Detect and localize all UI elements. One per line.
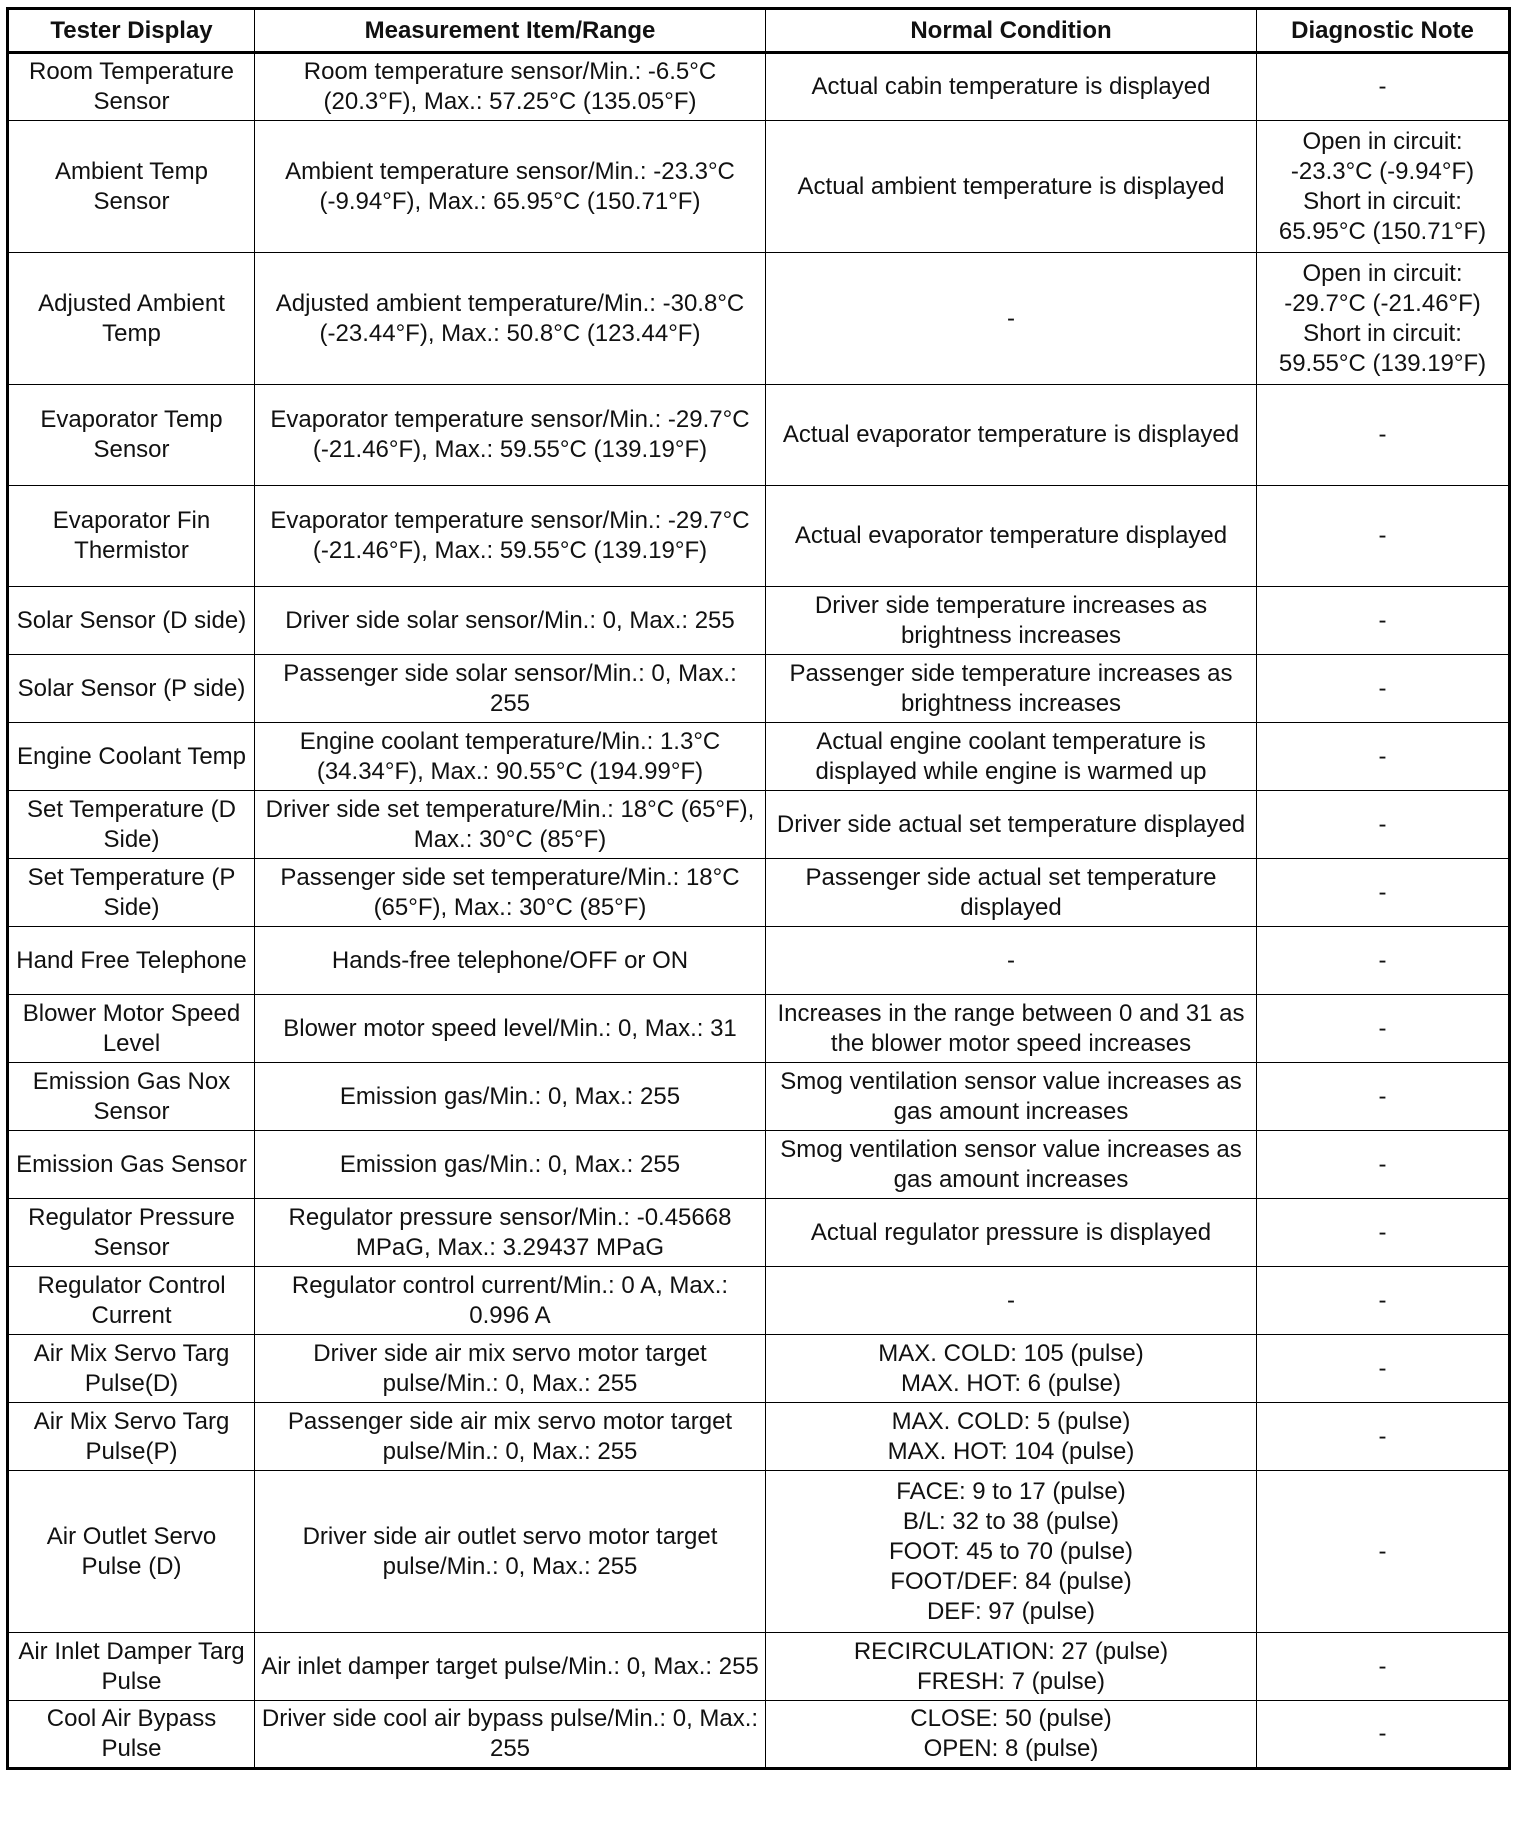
cell-diagnostic-note: - <box>1257 1471 1510 1633</box>
header-normal-condition: Normal Condition <box>766 9 1257 53</box>
cell-measurement-range: Driver side air mix servo motor target pulse/Min.: 0, Max.: 255 <box>255 1335 766 1403</box>
cell-diagnostic-note: Open in circuit: -29.7°C (-21.46°F) Short in circuit: 59.55°C (139.19°F) <box>1257 253 1510 385</box>
cell-measurement-range: Driver side cool air bypass pulse/Min.: 0, Max.: 255 <box>255 1701 766 1769</box>
cell-tester-display: Adjusted Ambient Temp <box>8 253 255 385</box>
cell-normal-condition: MAX. COLD: 105 (pulse) MAX. HOT: 6 (pulse) <box>766 1335 1257 1403</box>
cell-diagnostic-note: - <box>1257 927 1510 995</box>
cell-measurement-range: Regulator control current/Min.: 0 A, Max.: 0.996 A <box>255 1267 766 1335</box>
table-row <box>8 385 1510 486</box>
cell-measurement-range: Driver side solar sensor/Min.: 0, Max.: 255 <box>255 587 766 655</box>
cell-tester-display: Blower Motor Speed Level <box>8 995 255 1063</box>
cell-measurement-range: Regulator pressure sensor/Min.: -0.45668 MPaG, Max.: 3.29437 MPaG <box>255 1199 766 1267</box>
cell-normal-condition: FACE: 9 to 17 (pulse) B/L: 32 to 38 (pulse) FOOT: 45 to 70 (pulse) FOOT/DEF: 84 (pulse) DEF: 97 (pulse) <box>766 1471 1257 1633</box>
cell-measurement-range: Ambient temperature sensor/Min.: -23.3°C (-9.94°F), Max.: 65.95°C (150.71°F) <box>255 121 766 253</box>
cell-normal-condition: - <box>766 253 1257 385</box>
cell-diagnostic-note: - <box>1257 859 1510 927</box>
cell-normal-condition: Passenger side actual set temperature displayed <box>766 859 1257 927</box>
cell-normal-condition: Actual ambient temperature is displayed <box>766 121 1257 253</box>
cell-diagnostic-note: - <box>1257 1267 1510 1335</box>
cell-measurement-range: Engine coolant temperature/Min.: 1.3°C (34.34°F), Max.: 90.55°C (194.99°F) <box>255 723 766 791</box>
table-row <box>8 723 1510 791</box>
cell-tester-display: Ambient Temp Sensor <box>8 121 255 253</box>
cell-normal-condition: Driver side actual set temperature displayed <box>766 791 1257 859</box>
cell-tester-display: Engine Coolant Temp <box>8 723 255 791</box>
table-row <box>8 1131 1510 1199</box>
table-row <box>8 1403 1510 1471</box>
table-row <box>8 995 1510 1063</box>
cell-normal-condition: Actual evaporator temperature displayed <box>766 486 1257 587</box>
cell-measurement-range: Evaporator temperature sensor/Min.: -29.7°C (-21.46°F), Max.: 59.55°C (139.19°F) <box>255 486 766 587</box>
table-row <box>8 1063 1510 1131</box>
table-row <box>8 1267 1510 1335</box>
table-row <box>8 1633 1510 1701</box>
table-row <box>8 53 1510 121</box>
cell-diagnostic-note: - <box>1257 1701 1510 1769</box>
cell-diagnostic-note: - <box>1257 723 1510 791</box>
cell-normal-condition: RECIRCULATION: 27 (pulse) FRESH: 7 (pulse) <box>766 1633 1257 1701</box>
table-row <box>8 121 1510 253</box>
cell-diagnostic-note: - <box>1257 1199 1510 1267</box>
cell-normal-condition: CLOSE: 50 (pulse) OPEN: 8 (pulse) <box>766 1701 1257 1769</box>
cell-tester-display: Evaporator Temp Sensor <box>8 385 255 486</box>
cell-measurement-range: Emission gas/Min.: 0, Max.: 255 <box>255 1131 766 1199</box>
table-header-row <box>8 9 1510 53</box>
cell-tester-display: Cool Air Bypass Pulse <box>8 1701 255 1769</box>
cell-tester-display: Emission Gas Sensor <box>8 1131 255 1199</box>
cell-normal-condition: Smog ventilation sensor value increases as gas amount increases <box>766 1063 1257 1131</box>
cell-measurement-range: Driver side set temperature/Min.: 18°C (65°F), Max.: 30°C (85°F) <box>255 791 766 859</box>
cell-measurement-range: Passenger side solar sensor/Min.: 0, Max.: 255 <box>255 655 766 723</box>
table-row <box>8 1701 1510 1769</box>
table-row <box>8 486 1510 587</box>
header-tester-display: Tester Display <box>8 9 255 53</box>
cell-diagnostic-note: - <box>1257 791 1510 859</box>
cell-measurement-range: Emission gas/Min.: 0, Max.: 255 <box>255 1063 766 1131</box>
cell-tester-display: Air Outlet Servo Pulse (D) <box>8 1471 255 1633</box>
cell-normal-condition: Smog ventilation sensor value increases as gas amount increases <box>766 1131 1257 1199</box>
tester-display-table <box>6 7 1511 1770</box>
cell-tester-display: Solar Sensor (D side) <box>8 587 255 655</box>
cell-diagnostic-note: - <box>1257 995 1510 1063</box>
cell-measurement-range: Passenger side air mix servo motor target pulse/Min.: 0, Max.: 255 <box>255 1403 766 1471</box>
cell-diagnostic-note: - <box>1257 1063 1510 1131</box>
cell-normal-condition: Actual engine coolant temperature is displayed while engine is warmed up <box>766 723 1257 791</box>
table-row <box>8 791 1510 859</box>
cell-measurement-range: Air inlet damper target pulse/Min.: 0, Max.: 255 <box>255 1633 766 1701</box>
header-measurement-item-range: Measurement Item/Range <box>255 9 766 53</box>
cell-measurement-range: Driver side air outlet servo motor target pulse/Min.: 0, Max.: 255 <box>255 1471 766 1633</box>
table-row <box>8 1199 1510 1267</box>
cell-normal-condition: MAX. COLD: 5 (pulse) MAX. HOT: 104 (pulse) <box>766 1403 1257 1471</box>
header-diagnostic-note: Diagnostic Note <box>1257 9 1510 53</box>
table-row <box>8 253 1510 385</box>
cell-tester-display: Room Temperature Sensor <box>8 53 255 121</box>
cell-measurement-range: Evaporator temperature sensor/Min.: -29.7°C (-21.46°F), Max.: 59.55°C (139.19°F) <box>255 385 766 486</box>
table-row <box>8 1335 1510 1403</box>
document-page <box>6 7 1508 1770</box>
cell-normal-condition: Actual regulator pressure is displayed <box>766 1199 1257 1267</box>
cell-diagnostic-note: - <box>1257 1131 1510 1199</box>
cell-tester-display: Regulator Control Current <box>8 1267 255 1335</box>
cell-tester-display: Set Temperature (P Side) <box>8 859 255 927</box>
cell-tester-display: Hand Free Telephone <box>8 927 255 995</box>
cell-normal-condition: - <box>766 1267 1257 1335</box>
cell-tester-display: Air Mix Servo Targ Pulse(D) <box>8 1335 255 1403</box>
cell-normal-condition: Driver side temperature increases as brightness increases <box>766 587 1257 655</box>
cell-normal-condition: Increases in the range between 0 and 31 as the blower motor speed increases <box>766 995 1257 1063</box>
cell-diagnostic-note: - <box>1257 655 1510 723</box>
cell-normal-condition: Actual evaporator temperature is displayed <box>766 385 1257 486</box>
cell-normal-condition: - <box>766 927 1257 995</box>
table-row <box>8 859 1510 927</box>
cell-diagnostic-note: - <box>1257 385 1510 486</box>
cell-tester-display: Evaporator Fin Thermistor <box>8 486 255 587</box>
cell-tester-display: Air Inlet Damper Targ Pulse <box>8 1633 255 1701</box>
cell-measurement-range: Adjusted ambient temperature/Min.: -30.8°C (-23.44°F), Max.: 50.8°C (123.44°F) <box>255 253 766 385</box>
cell-measurement-range: Passenger side set temperature/Min.: 18°C (65°F), Max.: 30°C (85°F) <box>255 859 766 927</box>
cell-diagnostic-note: - <box>1257 53 1510 121</box>
cell-tester-display: Air Mix Servo Targ Pulse(P) <box>8 1403 255 1471</box>
cell-diagnostic-note: - <box>1257 587 1510 655</box>
cell-measurement-range: Room temperature sensor/Min.: -6.5°C (20.3°F), Max.: 57.25°C (135.05°F) <box>255 53 766 121</box>
table-row <box>8 927 1510 995</box>
cell-normal-condition: Actual cabin temperature is displayed <box>766 53 1257 121</box>
cell-diagnostic-note: - <box>1257 1633 1510 1701</box>
cell-diagnostic-note: - <box>1257 1403 1510 1471</box>
cell-diagnostic-note: - <box>1257 486 1510 587</box>
cell-diagnostic-note: - <box>1257 1335 1510 1403</box>
cell-measurement-range: Hands-free telephone/OFF or ON <box>255 927 766 995</box>
cell-measurement-range: Blower motor speed level/Min.: 0, Max.: 31 <box>255 995 766 1063</box>
cell-tester-display: Emission Gas Nox Sensor <box>8 1063 255 1131</box>
cell-normal-condition: Passenger side temperature increases as brightness increases <box>766 655 1257 723</box>
table-row <box>8 1471 1510 1633</box>
cell-diagnostic-note: Open in circuit: -23.3°C (-9.94°F) Short in circuit: 65.95°C (150.71°F) <box>1257 121 1510 253</box>
table-row <box>8 587 1510 655</box>
cell-tester-display: Solar Sensor (P side) <box>8 655 255 723</box>
table-row <box>8 655 1510 723</box>
cell-tester-display: Set Temperature (D Side) <box>8 791 255 859</box>
cell-tester-display: Regulator Pressure Sensor <box>8 1199 255 1267</box>
